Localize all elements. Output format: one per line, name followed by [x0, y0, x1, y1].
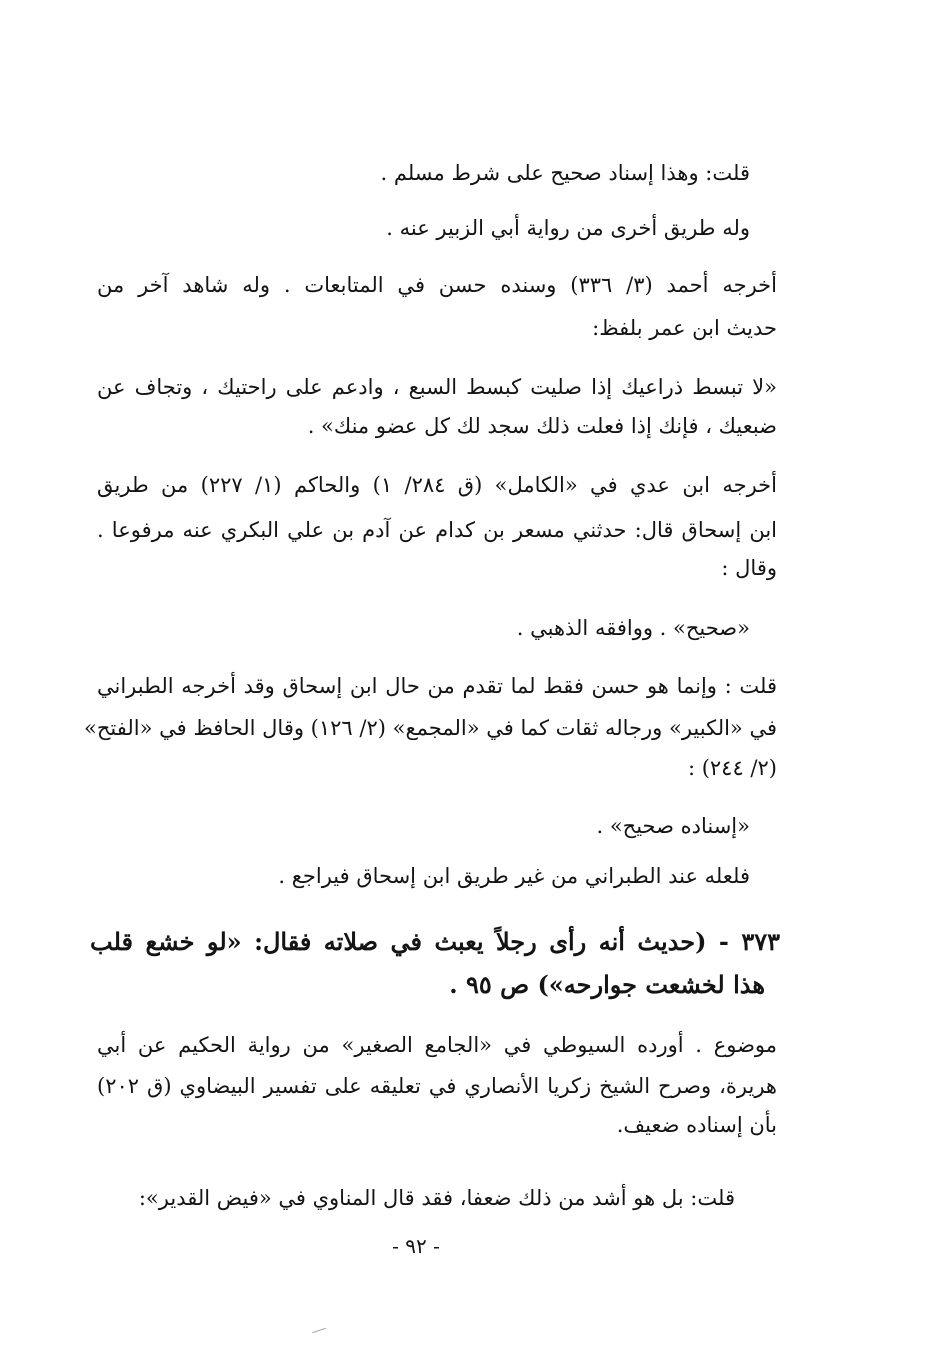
text-line: موضوع . أورده السيوطي في «الجامع الصغير» من رواية الحكيم عن أبي [97, 1033, 777, 1057]
hadith-heading-line: هذا لخشعت جوارحه») ص ٩٥ . [449, 970, 765, 999]
text-line: هريرة، وصرح الشيخ زكريا الأنصاري في تعليقه على تفسير البيضاوي (ق ٢٠٢) [97, 1074, 777, 1098]
text-line: في «الكبير» ورجاله ثقات كما في «المجمع» (٢/ ١٢٦) وقال الحافظ في «الفتح» [83, 716, 777, 740]
scan-mark [312, 1328, 326, 1333]
text-line: ضبعيك ، فإنك إذا فعلت ذلك سجد لك كل عضو منك» . [307, 414, 777, 438]
text-line: فلعله عند الطبراني من غير طريق ابن إسحاق فيراجع . [278, 864, 750, 888]
text-line: قلت: وهذا إسناد صحيح على شرط مسلم . [380, 161, 750, 185]
text-line: «إسناده صحيح» . [596, 814, 750, 838]
text-line: حديث ابن عمر بلفظ: [592, 316, 777, 340]
text-line: وقال : [721, 556, 777, 580]
text-line: (٢/ ٢٤٤) : [687, 756, 777, 780]
text-line: بأن إسناده ضعيف. [616, 1113, 777, 1137]
text-line: «لا تبسط ذراعيك إذا صليت كبسط السبع ، وادعم على راحتيك ، وتجاف عن [97, 375, 777, 399]
text-line: ابن إسحاق قال: حدثني مسعر بن كدام عن آدم بن علي البكري عنه مرفوعا . [97, 518, 777, 542]
text-line: أخرجه أحمد (٣/ ٣٣٦) وسنده حسن في المتابعات . وله شاهد آخر من [97, 273, 777, 297]
text-line: قلت: بل هو أشد من ذلك ضعفا، فقد قال المناوي في «فيض القدير»: [138, 1186, 735, 1210]
hadith-heading-line: ٣٧٣ - (حديث أنه رأى رجلاً يعبث في صلاته فقال: «لو خشع قلب [90, 927, 780, 956]
text-line: قلت : وإنما هو حسن فقط لما تقدم من حال ابن إسحاق وقد أخرجه الطبراني [97, 674, 777, 698]
text-line: وله طريق أخرى من رواية أبي الزبير عنه . [386, 216, 750, 240]
text-line: أخرجه ابن عدي في «الكامل» (ق ٢٨٤/ ١) والحاكم (١/ ٢٢٧) من طريق [97, 473, 777, 497]
text-line: «صحيح» . ووافقه الذهبي . [516, 616, 750, 640]
page-number: - ٩٢ - [392, 1234, 440, 1258]
